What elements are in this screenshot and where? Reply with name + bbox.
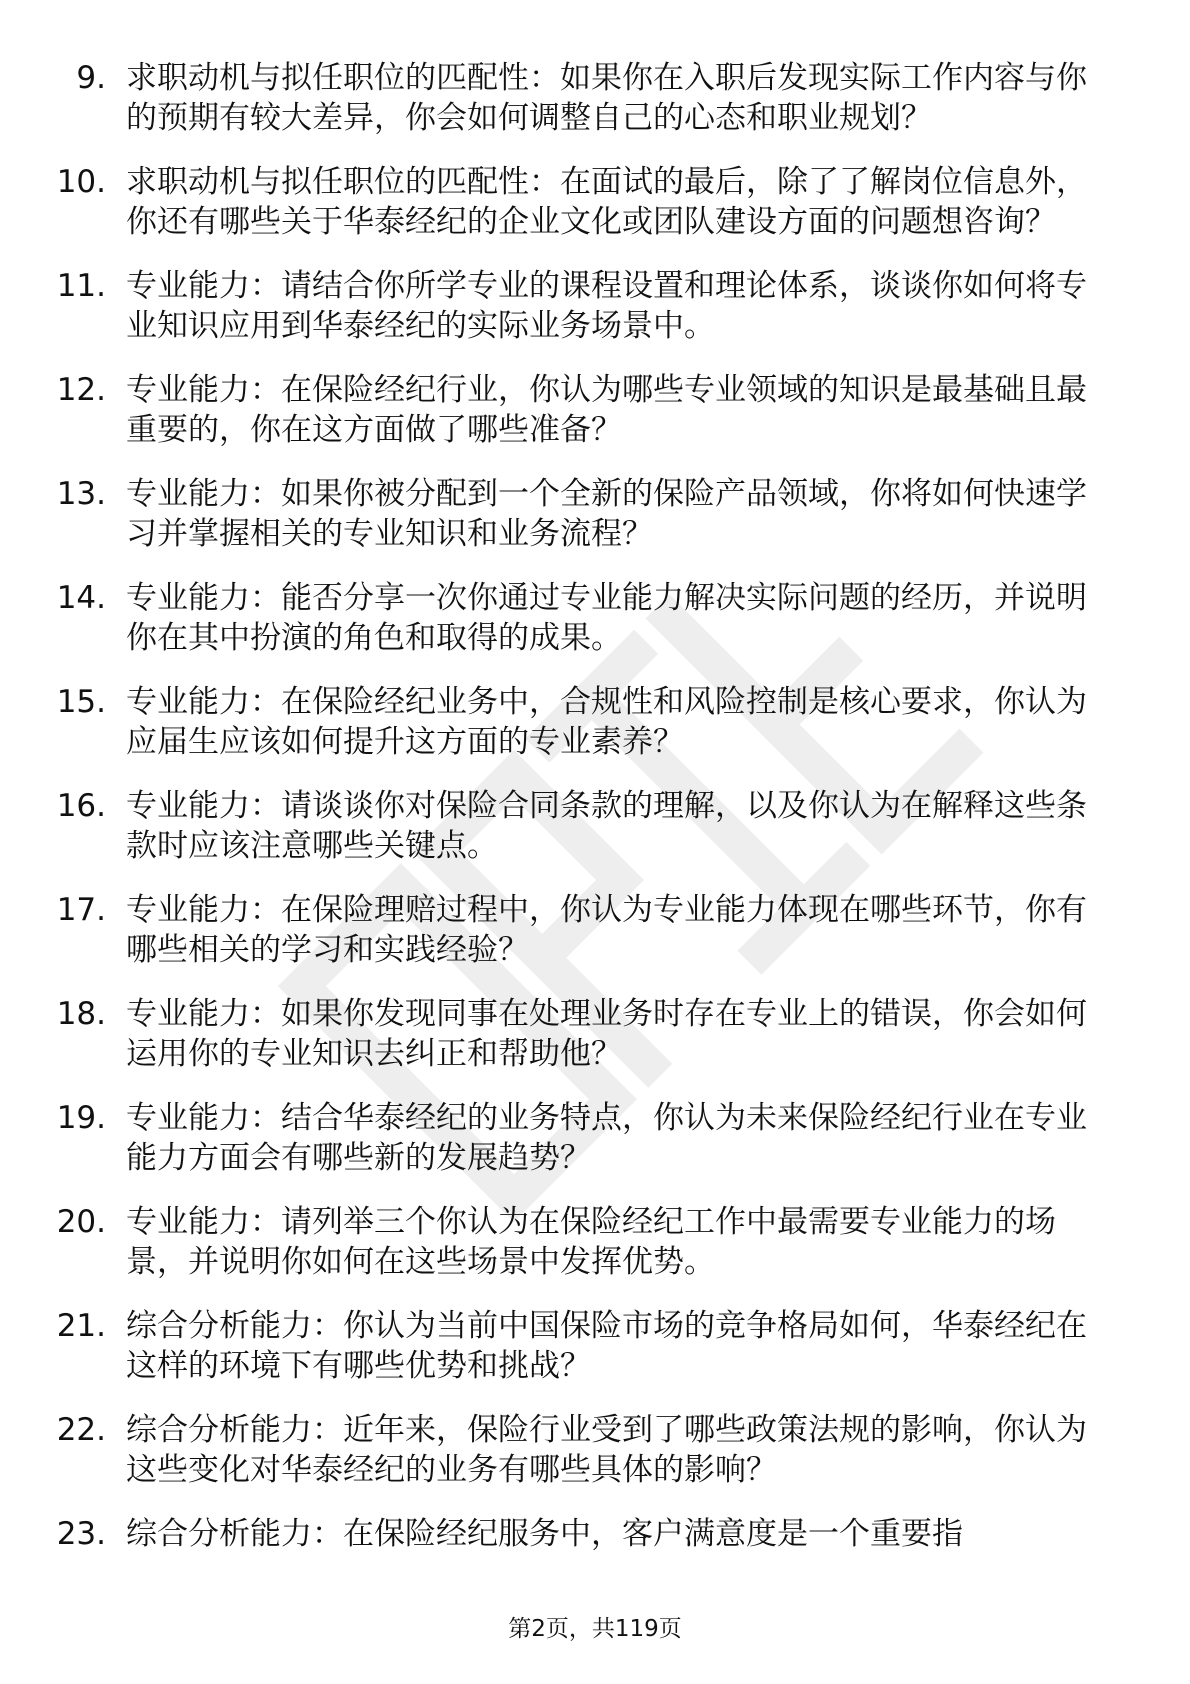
page-number-footer: 第2页，共119页 [508, 1616, 682, 1642]
question-number: 20. [56, 1204, 106, 1240]
question-number: 9. [76, 60, 106, 96]
list-item [0, 266, 1190, 346]
question-number: 13. [56, 476, 106, 512]
list-item [0, 786, 1190, 866]
list-item [0, 1202, 1190, 1282]
question-text: 专业能力：在保险经纪行业，你认为哪些专业领域的知识是最基础且最重要的，你在这方面做了哪些准备？ [126, 372, 1087, 448]
question-number: 12. [56, 372, 106, 408]
question-text: 专业能力：能否分享一次你通过专业能力解决实际问题的经历，并说明你在其中扮演的角色和取得的成果。 [126, 580, 1087, 656]
question-text: 专业能力：在保险理赔过程中，你认为专业能力体现在哪些环节，你有哪些相关的学习和实践经验？ [126, 892, 1087, 968]
list-item [0, 1306, 1190, 1386]
question-text: 求职动机与拟任职位的匹配性：在面试的最后，除了了解岗位信息外，你还有哪些关于华泰经纪的企业文化或团队建设方面的问题想咨询？ [126, 164, 1087, 240]
question-text: 专业能力：如果你被分配到一个全新的保险产品领域，你将如何快速学习并掌握相关的专业知识和业务流程？ [126, 476, 1087, 552]
question-text: 专业能力：请结合你所学专业的课程设置和理论体系，谈谈你如何将专业知识应用到华泰经纪的实际业务场景中。 [126, 268, 1087, 344]
question-text: 专业能力：结合华泰经纪的业务特点，你认为未来保险经纪行业在专业能力方面会有哪些新的发展趋势？ [126, 1100, 1087, 1176]
list-item [0, 474, 1190, 554]
list-item [0, 162, 1190, 242]
question-number: 10. [56, 164, 106, 200]
list-item [0, 58, 1190, 138]
question-text: 综合分析能力：在保险经纪服务中，客户满意度是一个重要指 [126, 1516, 963, 1552]
question-text: 专业能力：如果你发现同事在处理业务时存在专业上的错误，你会如何运用你的专业知识去纠正和帮助他？ [126, 996, 1087, 1072]
question-number: 19. [56, 1100, 106, 1136]
list-item [0, 1098, 1190, 1178]
list-item [0, 1514, 1190, 1554]
list-item [0, 578, 1190, 658]
question-number: 16. [56, 788, 106, 824]
question-text: 专业能力：在保险经纪业务中，合规性和风险控制是核心要求，你认为应届生应该如何提升这方面的专业素养？ [126, 684, 1087, 760]
list-item [0, 370, 1190, 450]
question-number: 22. [56, 1412, 106, 1448]
question-number: 18. [56, 996, 106, 1032]
question-text: 专业能力：请谈谈你对保险合同条款的理解，以及你认为在解释这些条款时应该注意哪些关键点。 [126, 788, 1087, 864]
list-item [0, 890, 1190, 970]
question-list [0, 58, 1190, 1578]
question-number: 23. [56, 1516, 106, 1552]
question-number: 15. [56, 684, 106, 720]
list-item [0, 682, 1190, 762]
question-text: 综合分析能力：你认为当前中国保险市场的竞争格局如何，华泰经纪在这样的环境下有哪些优势和挑战？ [126, 1308, 1087, 1384]
question-text: 综合分析能力：近年来，保险行业受到了哪些政策法规的影响，你认为这些变化对华泰经纪的业务有哪些具体的影响？ [126, 1412, 1087, 1488]
question-number: 14. [56, 580, 106, 616]
question-number: 21. [56, 1308, 106, 1344]
question-text: 专业能力：请列举三个你认为在保险经纪工作中最需要专业能力的场景，并说明你如何在这些场景中发挥优势。 [126, 1204, 1056, 1280]
question-number: 11. [56, 268, 106, 304]
list-item [0, 1410, 1190, 1490]
question-number: 17. [56, 892, 106, 928]
question-text: 求职动机与拟任职位的匹配性：如果你在入职后发现实际工作内容与你的预期有较大差异，你会如何调整自己的心态和职业规划？ [126, 60, 1087, 136]
list-item [0, 994, 1190, 1074]
